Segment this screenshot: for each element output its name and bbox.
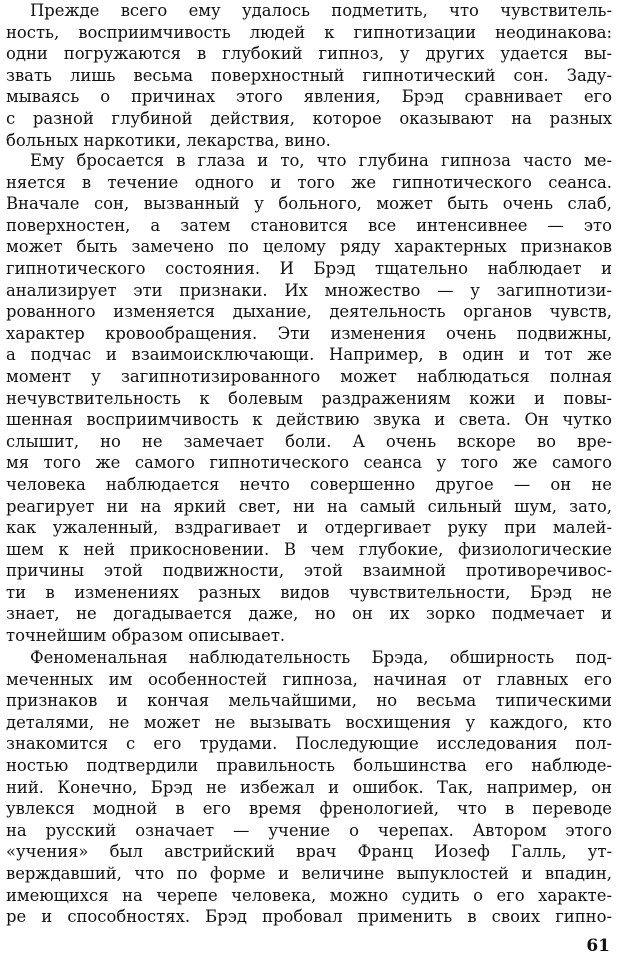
text-line: характер кровообращения. Эти изменения очень подвижны,	[6, 323, 612, 343]
text-line: может быть замечено по целому ряду характерных признаков	[6, 237, 612, 257]
text-line: реагирует ни на яркий свет, ни на самый сильный шум, зато,	[6, 496, 612, 516]
text-line: точнейшим образом описывает.	[6, 626, 286, 646]
text-line: Феноменальная наблюдательность Брэда, обширность под-	[30, 648, 612, 667]
text-line: шенная восприимчивость к действию звука и света. Он чутко	[6, 410, 612, 430]
text-line: поверхностен, а затем становится все интенсивнее — это	[6, 215, 612, 235]
paragraph-1	[6, 0, 612, 151]
text-line: признаков и кончая мельчайшими, но весьма типическими	[6, 691, 612, 711]
text-line: деталями, не может не вызывать восхищения у каждого, кто	[6, 712, 612, 732]
text-line: анализирует эти признаки. Их множество — у загипнотизи-	[6, 280, 612, 300]
text-line: больных наркотики, лекарства, вино.	[6, 130, 331, 150]
text-line: верждавший, что по форме и величине выпуклостей и впадин,	[6, 863, 612, 883]
text-line: мываясь о причинах этого явления, Брэд сравнивает его	[6, 87, 612, 107]
text-line: ти в изменениях разных видов чувствительности, Брэд не	[6, 582, 612, 602]
paragraph-2	[6, 150, 612, 647]
text-line: шем к ней прикосновении. В чем глубокие, физиологические	[6, 539, 612, 559]
text-line: с разной глубиной действия, которое оказывают на разных	[6, 108, 612, 128]
text-line: нечувствительность к болевым раздражениям кожи и повы-	[6, 388, 612, 408]
text-line: как ужаленный, вздрагивает и отдергивает руку при малей-	[6, 518, 612, 538]
text-line: рованного изменяется дыхание, деятельность органов чувств,	[6, 302, 612, 322]
paragraph-3	[6, 647, 612, 928]
text-line: а подчас и взаимоисключающи. Например, в один и тот же	[6, 345, 612, 365]
text-line: увлекся модной в его время френологией, что в переводе	[6, 799, 612, 819]
text-line: ре и способностях. Брэд пробовал применить в своих гипно-	[6, 907, 612, 927]
text-line: мя того же самого гипнотического сеанса у того же самого	[6, 453, 612, 473]
text-line: гипнотического состояния. И Брэд тщательно наблюдает и	[6, 258, 612, 278]
text-line: ностью подтвердили правильность большинства его наблюде-	[6, 755, 612, 775]
text-line: момент у загипнотизированного может наблюдаться полная	[6, 366, 612, 386]
text-line: знает, не догадывается даже, но он их зорко подмечает и	[6, 604, 612, 624]
text-line: Ему бросается в глаза и то, что глубина гипноза часто ме-	[30, 151, 612, 170]
page-number: 61	[586, 936, 610, 956]
text-line: слышит, но не замечает боли. А очень вскоре во вре-	[6, 431, 612, 451]
text-line: ний. Конечно, Брэд не избежал и ошибок. Так, например, он	[6, 777, 612, 797]
text-line: знакомится с его трудами. Последующие исследования пол-	[6, 734, 612, 754]
text-line: ность, восприимчивость людей к гипнотизации неодинакова:	[6, 22, 612, 42]
text-line: звать лишь весьма поверхностный гипнотический сон. Заду-	[6, 65, 612, 85]
text-line: человека наблюдается нечто совершенно другое — он не	[6, 474, 612, 494]
text-line: на русский означает — учение о черепах. Автором этого	[6, 820, 612, 840]
text-line: меченных им особенностей гипноза, начиная от главных его	[6, 669, 612, 689]
text-line: одни погружаются в глубокий гипноз, у других удается вы-	[6, 44, 612, 64]
text-line: «учения» был австрийский врач Франц Иозеф Галль, ут-	[6, 842, 612, 862]
text-line: няется в течение одного и того же гипнотического сеанса.	[6, 172, 612, 192]
text-line: Вначале сон, вызванный у больного, может быть очень слаб,	[6, 194, 612, 214]
text-line: причины этой подвижности, этой взаимной противоречивос-	[6, 561, 612, 581]
text-line: имеющихся на черепе человека, можно судить о его характе-	[6, 885, 612, 905]
text-line: Прежде всего ему удалось подметить, что чувствитель-	[30, 1, 612, 20]
